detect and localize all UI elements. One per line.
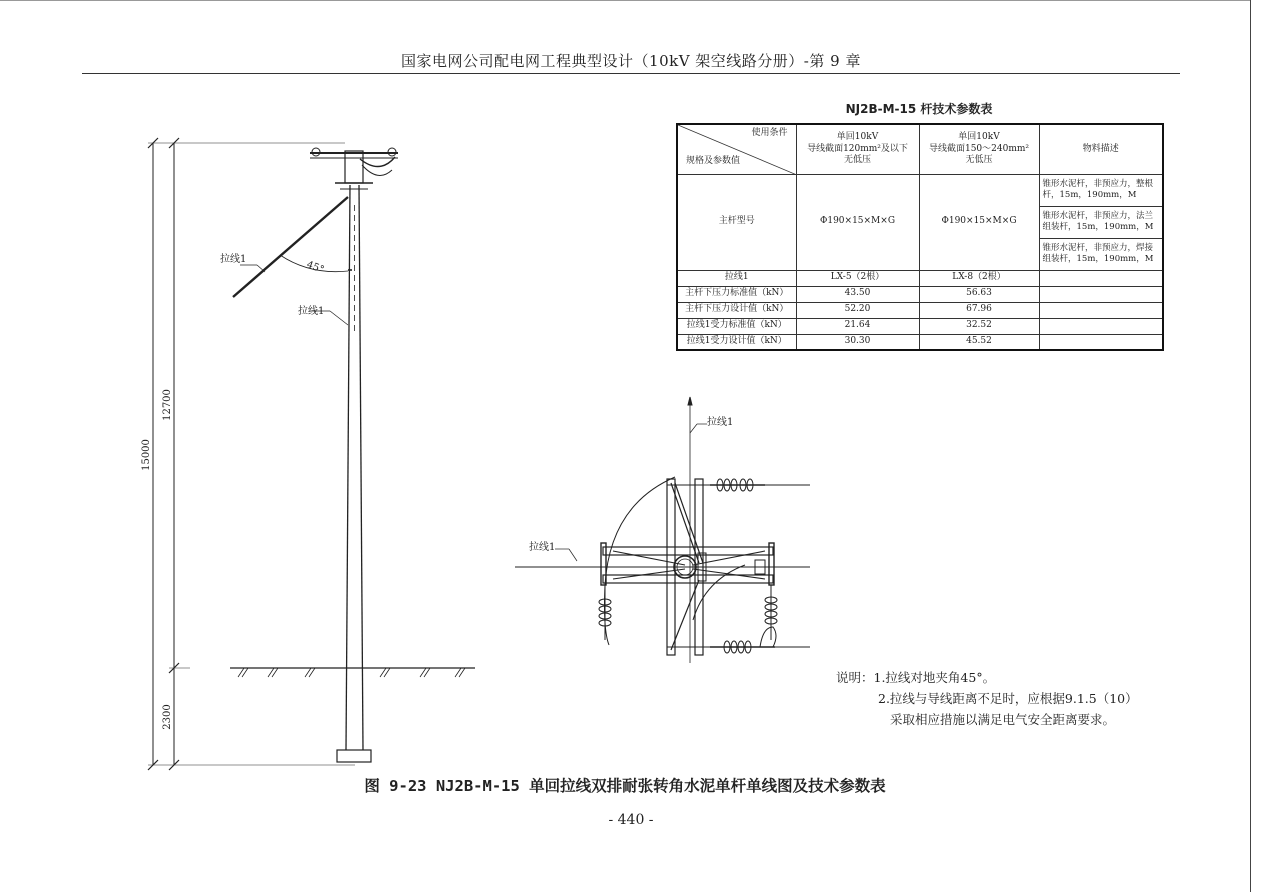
- material-desc-1: 锥形水泥杆，非预应力，整根杆，15m，190mm，M: [1039, 174, 1163, 206]
- column-header-2-line1: 单回10kV: [958, 132, 1000, 143]
- page-frame-top: [0, 0, 1251, 1]
- row-label: 拉线1: [677, 270, 796, 286]
- row-value-1: 30.30: [796, 334, 919, 350]
- row-desc-empty: [1039, 270, 1163, 286]
- row-value-1: 52.20: [796, 302, 919, 318]
- row-desc-empty: [1039, 302, 1163, 318]
- row-value-2: 56.63: [919, 286, 1039, 302]
- table-row: [677, 334, 1163, 350]
- figure-caption: 图 9-23 NJ2B-M-15 单回拉线双排耐张转角水泥单杆单线图及技术参数表: [364, 777, 886, 795]
- row-value-2: 32.52: [919, 318, 1039, 334]
- note-1: 说明：1.拉线对地夹角45°。: [836, 670, 996, 685]
- main-pole-value-2: Φ190×15×M×G: [919, 174, 1039, 270]
- column-header-1-line1: 单回10kV: [836, 132, 879, 143]
- crossarm-plan-drawing: [515, 395, 815, 665]
- page-number: - 440 -: [608, 812, 654, 828]
- dim-total-label: 15000: [141, 439, 152, 471]
- column-header-2-line2: 导线截面150～240mm²: [928, 143, 1030, 154]
- table-row: [677, 270, 1163, 286]
- guy-label-pole: 拉线1: [298, 306, 325, 317]
- header-corner-cell: [677, 124, 796, 174]
- column-header-2: [919, 124, 1039, 174]
- row-desc-empty: [1039, 318, 1163, 334]
- header-corner-bottom: 规格及参数值: [686, 156, 741, 167]
- row-label: 拉线1受力设计值（kN）: [677, 334, 796, 350]
- drawing-notes: [836, 667, 1138, 730]
- column-header-3: 物料描述: [1039, 124, 1163, 174]
- material-desc-2: 锥形水泥杆，非预应力，法兰组装杆，15m，190mm，M: [1039, 206, 1163, 238]
- header-rule: [82, 73, 1180, 74]
- angle-label: 45°: [304, 259, 326, 276]
- row-value-1: 43.50: [796, 286, 919, 302]
- row-label: 主杆下压力标准值（kN）: [677, 286, 796, 302]
- plan-guy-label-left: 拉线1: [529, 542, 556, 553]
- row-value-2: LX-8（2根）: [919, 270, 1039, 286]
- column-header-2-line3: 无低压: [965, 154, 993, 165]
- technical-parameter-table: [676, 123, 1164, 351]
- table-title: NJ2B-M-15 杆技术参数表: [845, 102, 993, 116]
- table-row: [677, 318, 1163, 334]
- note-3: 采取相应措施以满足电气安全距离要求。: [890, 712, 1116, 727]
- dim-above-label: 12700: [162, 389, 173, 421]
- row-value-2: 67.96: [919, 302, 1039, 318]
- row-desc-empty: [1039, 286, 1163, 302]
- running-title: 国家电网公司配电网工程典型设计（10kV 架空线路分册）-第 9 章: [401, 52, 861, 70]
- table-row: [677, 302, 1163, 318]
- row-value-1: 21.64: [796, 318, 919, 334]
- row-value-2: 45.52: [919, 334, 1039, 350]
- page-frame-right: [1250, 0, 1251, 892]
- row-value-1: LX-5（2根）: [796, 270, 919, 286]
- row-desc-empty: [1039, 334, 1163, 350]
- plan-guy-label-top: 拉线1: [707, 417, 734, 428]
- note-2: 2.拉线与导线距离不足时，应根据9.1.5（10）: [878, 691, 1138, 706]
- row-label: 拉线1受力标准值（kN）: [677, 318, 796, 334]
- main-pole-label: 主杆型号: [677, 174, 796, 270]
- material-desc-3: 锥形水泥杆，非预应力，焊接组装杆，15m，190mm，M: [1039, 238, 1163, 270]
- column-header-1-line2: 导线截面120mm²及以下: [807, 143, 908, 154]
- row-label: 主杆下压力设计值（kN）: [677, 302, 796, 318]
- guy-label-left: 拉线1: [220, 254, 247, 265]
- header-corner-top: 使用条件: [751, 128, 788, 138]
- pole-elevation-drawing: [130, 125, 490, 775]
- column-header-1: [796, 124, 919, 174]
- main-pole-value-1: Φ190×15×M×G: [796, 174, 919, 270]
- column-header-1-line3: 无低压: [843, 154, 871, 165]
- dim-below-label: 2300: [162, 704, 173, 730]
- table-row: [677, 286, 1163, 302]
